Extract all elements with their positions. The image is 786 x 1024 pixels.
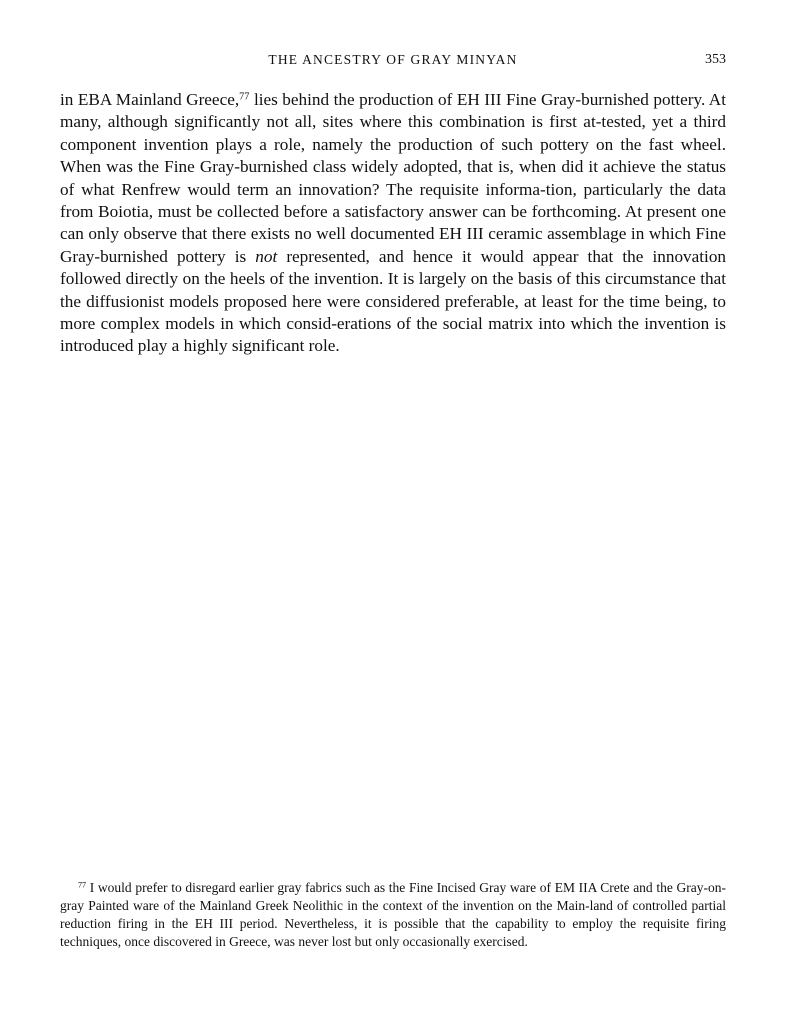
- footnote-number: 77: [78, 880, 87, 890]
- body-paragraph: [60, 89, 726, 358]
- footnote-text: I would prefer to disregard earlier gray fabrics such as the Fine Incised Gray ware of EM IIA Crete and the Gray-on-gray Painted ware of the Mainland Greek Neolithic in the context of the invention on the Main-land of controlled partial reduction firing in the EH III period. Nevertheless, it is possible that the capability to employ the requisite firing techniques, once discovered in Greece, was never lost but only occasionally exercised.: [60, 880, 726, 949]
- emphasis-text: not: [255, 246, 278, 266]
- running-title: THE ANCESTRY OF GRAY MINYAN: [268, 52, 518, 67]
- body-text-segment: lies behind the production of EH III Fine Gray-burnished pottery. At many, although significantly not all, sites where this combination is first at-tested, yet a third component invention plays a role, namely the production of such pottery on the fast wheel. When was the Fine Gray-burnished class widely adopted, that is, when did it achieve the status of what Renfrew would term an innovation? The requisite informa-tion, particularly the data from Boiotia, must be collected before a satisfactory answer can be forthcoming. At present one can only observe that there exists no well documented EH III ceramic assemblage in which Fine Gray-burnished pottery is: [60, 90, 726, 266]
- footnote-reference: 77: [239, 91, 250, 103]
- running-head: [60, 52, 726, 72]
- page-number: 353: [705, 52, 726, 67]
- body-text-segment: represented, and hence it would appear that the innovation followed directly on the heels of the invention. It is largely on the basis of this circumstance that the diffusionist models proposed here were considered preferable, at least for the time being, to more complex models in which consid-erations of the social matrix into which the invention is introduced play a highly significant role.: [60, 246, 727, 356]
- body-text-segment: in EBA Mainland Greece,: [60, 90, 240, 109]
- footnote: [60, 879, 726, 951]
